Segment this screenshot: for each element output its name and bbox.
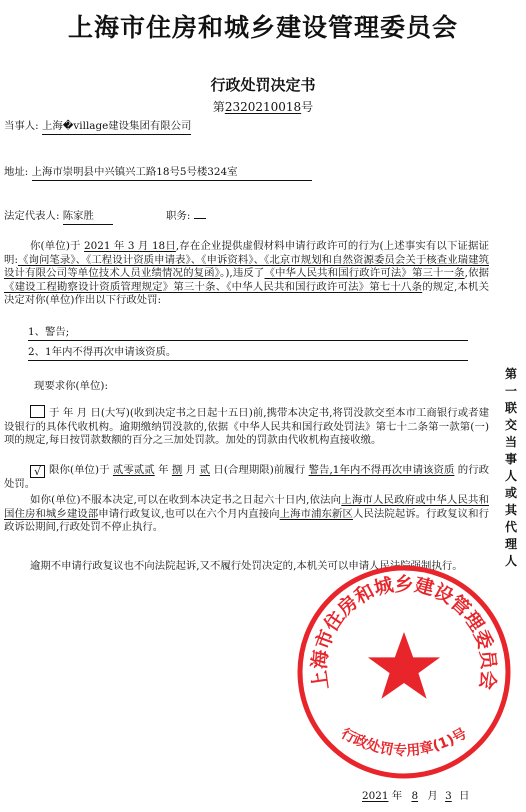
seal-star: [368, 632, 440, 699]
address-value: 上海市崇明县中兴镇兴工路18号5号楼324室: [32, 166, 312, 181]
evidence-list: 《询问笔录》、《工程设计资质申请表》、《申诉资料》、《北京市规划和自然资源委员会关于核查业瑞建筑设计有限公司等单位技术人员业绩情况的复函》: [4, 253, 489, 279]
copy-side-note: 第一联 交当事人或其代理人: [504, 367, 517, 568]
deadline-year: 贰零贰贰: [112, 464, 155, 476]
duty-label: 职务:: [166, 210, 191, 222]
option-2-checkbox[interactable]: √: [30, 465, 45, 478]
review-authority: 上海市人民政府或中华人民共和国住房和城乡建设部: [4, 494, 489, 520]
document-title: 行政处罚决定书: [210, 76, 316, 94]
address-label: 地址:: [4, 166, 29, 178]
footer-month: 8: [411, 790, 419, 802]
footer-day: 3: [445, 790, 452, 802]
enforcement-paragraph: 逾期不申请行政复议也不向法院起诉,又不履行处罚决定的,本机关可以申请人民法院强制执行。: [30, 560, 463, 572]
footer-year: 2021: [362, 790, 389, 802]
deadline-month: 捌: [171, 464, 183, 476]
document-number: 第2320210018号: [212, 100, 314, 114]
violation-date: 2021 年 3 月 18日: [84, 240, 176, 252]
penalty-item-1: 1、警告;: [28, 326, 468, 341]
seal-bottom-text: 行政处罚专用章(1)号: [338, 725, 470, 760]
duty-value: [194, 218, 206, 219]
party-label: 当事人:: [4, 120, 39, 132]
party-name: 上海�village建设集团有限公司: [42, 120, 191, 135]
court-district: 上海市浦东新区: [279, 507, 353, 520]
appeal-paragraph: 如你(单位)不服本决定,可以在收到本决定书之日起六十日内,依法向上海市人民政府或中华人民共和国住房和城乡建设部申请行政复议,也可以在六个月内直接向上海市浦东新区人民法院起诉。行政复议和行政诉讼期间,行政处罚不停止执行。: [4, 494, 490, 533]
seal-ring-text: 上海市住房和城乡建设管理委员会: [308, 573, 500, 691]
official-seal: [292, 560, 516, 784]
document-number-value: 2320210018: [224, 100, 302, 114]
law-basis: 《建设工程勘察设计资质管理规定》第三十条、《中华人民共和国行政许可法》第七十八条: [4, 280, 423, 293]
option-1-checkbox[interactable]: [30, 405, 45, 418]
address-line: [4, 166, 312, 181]
rep-name: 陈家胜: [63, 210, 113, 225]
rep-line: [4, 210, 206, 225]
penalty-item-2: 2、1年内不得再次申请该资质。: [28, 346, 468, 361]
requirements-heading: 现要求你(单位):: [34, 380, 108, 392]
requirement-option-2: √ 限你(单位)于 贰零贰贰 年 捌 月 贰 日(合理期限)前履行 警告,1年内不得再次申请该资质 的行政处罚。: [4, 464, 490, 490]
footer-date: 2021 年 8 月 3 日: [362, 790, 470, 802]
rep-label: 法定代表人:: [4, 210, 60, 222]
deadline-day: 贰: [199, 464, 211, 476]
party-line: [4, 120, 191, 135]
law-violated: 《中华人民共和国行政许可法》第三十一条: [264, 267, 465, 279]
penalty-content: 警告,1年内不得再次申请该资质: [308, 464, 455, 476]
requirement-option-1: 于 年 月 日(大写)(收到决定书之日起十五日)前,携带本决定书,将罚没款交至本市工商银行或者建设银行的具体代收机构。逾期缴纳罚没款的,依据《中华人民共和国行政处罚法》第七十二条第一款第(一)项的规定,每日按罚款数额的百分之三加处罚款。加处的罚款由代收机构直接收缴。: [4, 407, 489, 446]
agency-title: 上海市住房和城乡建设管理委员会: [67, 13, 458, 42]
facts-paragraph: 你(单位)于 2021 年 3 月 18日,存在企业提供虚假材料申请行政许可的行为(上述事实有以下证据证明:《询问笔录》、《工程设计资质申请表》、《申诉资料》、《北京市规划和自然资源委员会关于核查业瑞建筑设计有限公司等单位技术人员业绩情况的复函》。),违反了《中华人民共和国行政许可法》第三十一条,依据《建设工程勘察设计资质管理规定》第三十条、《中华人民共和国行政许可法》第七十八条的规定,本机关决定对你(单位)作出以下行政处罚:: [4, 240, 489, 306]
